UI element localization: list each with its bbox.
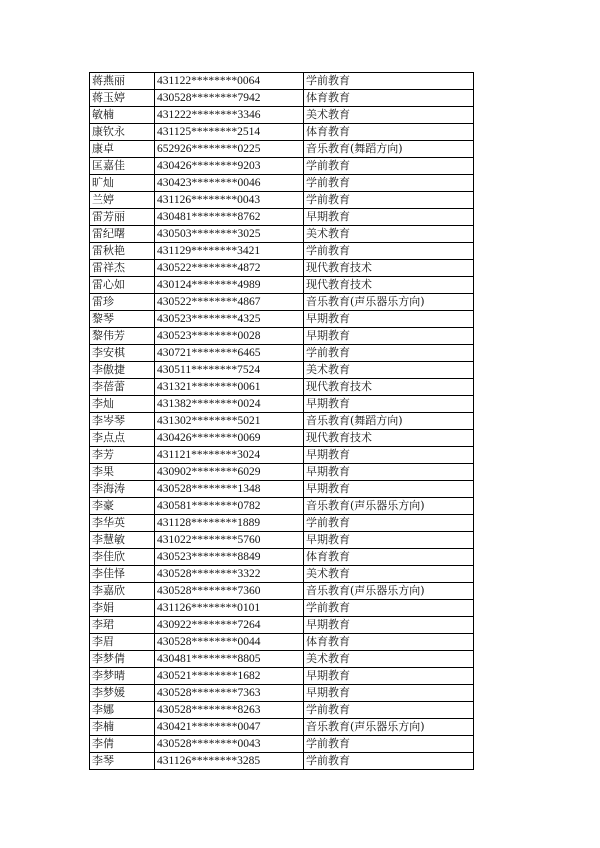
id-number-cell: 430902********6029 [155,464,304,481]
id-number-cell: 430528********8263 [155,702,304,719]
table-row [90,685,474,702]
table-row [90,192,474,209]
id-number-cell: 430721********6465 [155,345,304,362]
major-cell: 美术教育 [304,107,474,124]
table-row [90,651,474,668]
student-name-cell: 李豪 [90,498,155,515]
major-cell: 早期教育 [304,311,474,328]
table-row [90,498,474,515]
table-row [90,260,474,277]
table-row [90,532,474,549]
id-number-cell: 430523********8849 [155,549,304,566]
major-cell: 早期教育 [304,396,474,413]
student-name-cell: 李眉 [90,634,155,651]
major-cell: 现代教育技术 [304,379,474,396]
major-cell: 美术教育 [304,651,474,668]
table-row [90,311,474,328]
id-number-cell: 430528********7360 [155,583,304,600]
table-row [90,668,474,685]
table-row [90,413,474,430]
major-cell: 美术教育 [304,362,474,379]
major-cell: 学前教育 [304,600,474,617]
table-row [90,464,474,481]
id-number-cell: 431126********0101 [155,600,304,617]
id-number-cell: 430528********7942 [155,90,304,107]
id-number-cell: 430481********8762 [155,209,304,226]
table-row [90,549,474,566]
table-body [90,73,474,770]
student-name-cell: 蒋玉婷 [90,90,155,107]
student-name-cell: 李嘉欣 [90,583,155,600]
table-row [90,600,474,617]
id-number-cell: 430522********4872 [155,260,304,277]
major-cell: 现代教育技术 [304,430,474,447]
id-number-cell: 430124********4989 [155,277,304,294]
major-cell: 早期教育 [304,209,474,226]
table-row [90,736,474,753]
major-cell: 学前教育 [304,243,474,260]
table-row [90,124,474,141]
student-name-cell: 李倩 [90,736,155,753]
major-cell: 学前教育 [304,73,474,90]
major-cell: 早期教育 [304,447,474,464]
id-number-cell: 431121********3024 [155,447,304,464]
table-row [90,702,474,719]
table-row [90,328,474,345]
id-number-cell: 430522********4867 [155,294,304,311]
id-number-cell: 431122********0064 [155,73,304,90]
student-name-cell: 黎伟芳 [90,328,155,345]
major-cell: 学前教育 [304,192,474,209]
table-row [90,753,474,770]
major-cell: 早期教育 [304,532,474,549]
table-row [90,345,474,362]
table-row [90,226,474,243]
student-name-cell: 雷芳丽 [90,209,155,226]
major-cell: 现代教育技术 [304,277,474,294]
id-number-cell: 430528********3322 [155,566,304,583]
id-number-cell: 431126********3285 [155,753,304,770]
table-row [90,481,474,498]
major-cell: 体育教育 [304,90,474,107]
student-name-cell: 匡嘉佳 [90,158,155,175]
student-name-cell: 李琴 [90,753,155,770]
major-cell: 早期教育 [304,481,474,498]
major-cell: 学前教育 [304,175,474,192]
student-name-cell: 李楠 [90,719,155,736]
student-name-cell: 李芳 [90,447,155,464]
table-row [90,90,474,107]
major-cell: 学前教育 [304,702,474,719]
table-row [90,379,474,396]
id-number-cell: 431126********0043 [155,192,304,209]
table-row [90,158,474,175]
id-number-cell: 430426********0069 [155,430,304,447]
table-row [90,141,474,158]
student-name-cell: 李果 [90,464,155,481]
major-cell: 体育教育 [304,124,474,141]
id-number-cell: 430581********0782 [155,498,304,515]
student-name-cell: 李娟 [90,600,155,617]
id-number-cell: 431382********0024 [155,396,304,413]
student-name-cell: 黎琴 [90,311,155,328]
major-cell: 学前教育 [304,158,474,175]
major-cell: 音乐教育(舞蹈方向) [304,413,474,430]
major-cell: 音乐教育(舞蹈方向) [304,141,474,158]
id-number-cell: 431022********5760 [155,532,304,549]
major-cell: 音乐教育(声乐器乐方向) [304,719,474,736]
table-row [90,566,474,583]
id-number-cell: 431302********5021 [155,413,304,430]
student-name-cell: 康钦永 [90,124,155,141]
student-name-cell: 蒋燕丽 [90,73,155,90]
id-number-cell: 430421********0047 [155,719,304,736]
id-number-cell: 430523********4325 [155,311,304,328]
student-name-cell: 李华英 [90,515,155,532]
student-name-cell: 雷祥杰 [90,260,155,277]
id-number-cell: 430503********3025 [155,226,304,243]
id-number-cell: 431129********3421 [155,243,304,260]
major-cell: 早期教育 [304,668,474,685]
id-number-cell: 430922********7264 [155,617,304,634]
id-number-cell: 430481********8805 [155,651,304,668]
major-cell: 早期教育 [304,464,474,481]
student-name-cell: 李娜 [90,702,155,719]
table-row [90,277,474,294]
table-row [90,73,474,90]
student-name-cell: 雷秋艳 [90,243,155,260]
major-cell: 音乐教育(声乐器乐方向) [304,294,474,311]
student-name-cell: 李梦晴 [90,668,155,685]
major-cell: 体育教育 [304,549,474,566]
student-name-cell: 兰婷 [90,192,155,209]
student-name-cell: 李灿 [90,396,155,413]
major-cell: 音乐教育(声乐器乐方向) [304,498,474,515]
id-number-cell: 430511********7524 [155,362,304,379]
student-list-table [89,72,474,770]
major-cell: 音乐教育(声乐器乐方向) [304,583,474,600]
table-row [90,209,474,226]
student-name-cell: 李梦倩 [90,651,155,668]
student-name-cell: 敏楠 [90,107,155,124]
major-cell: 早期教育 [304,685,474,702]
table-row [90,430,474,447]
table-row [90,294,474,311]
id-number-cell: 431222********3346 [155,107,304,124]
student-name-cell: 李安棋 [90,345,155,362]
student-name-cell: 李佳怿 [90,566,155,583]
table-row [90,362,474,379]
student-name-cell: 李慧敏 [90,532,155,549]
major-cell: 美术教育 [304,566,474,583]
table-row [90,515,474,532]
major-cell: 学前教育 [304,753,474,770]
student-name-cell: 康卓 [90,141,155,158]
id-number-cell: 430528********7363 [155,685,304,702]
student-name-cell: 雷珍 [90,294,155,311]
major-cell: 早期教育 [304,617,474,634]
table-row [90,634,474,651]
id-number-cell: 431128********1889 [155,515,304,532]
student-name-cell: 李佳欣 [90,549,155,566]
id-number-cell: 430523********0028 [155,328,304,345]
id-number-cell: 430528********1348 [155,481,304,498]
table-row [90,107,474,124]
major-cell: 美术教育 [304,226,474,243]
table-row [90,396,474,413]
major-cell: 早期教育 [304,328,474,345]
id-number-cell: 652926********0225 [155,141,304,158]
table-row [90,719,474,736]
major-cell: 体育教育 [304,634,474,651]
student-name-cell: 李岑琴 [90,413,155,430]
id-number-cell: 430528********0043 [155,736,304,753]
student-name-cell: 雷纪曙 [90,226,155,243]
student-name-cell: 李蓓蕾 [90,379,155,396]
id-number-cell: 430423********0046 [155,175,304,192]
major-cell: 学前教育 [304,345,474,362]
table-row [90,617,474,634]
student-name-cell: 李梦媛 [90,685,155,702]
id-number-cell: 430521********1682 [155,668,304,685]
student-name-cell: 旷灿 [90,175,155,192]
major-cell: 学前教育 [304,736,474,753]
table-row [90,175,474,192]
major-cell: 现代教育技术 [304,260,474,277]
id-number-cell: 430426********9203 [155,158,304,175]
id-number-cell: 431125********2514 [155,124,304,141]
table-row [90,583,474,600]
id-number-cell: 431321********0061 [155,379,304,396]
student-name-cell: 李海涛 [90,481,155,498]
student-name-cell: 李傲捷 [90,362,155,379]
student-name-cell: 雷心如 [90,277,155,294]
student-name-cell: 李珺 [90,617,155,634]
table-row [90,447,474,464]
student-name-cell: 李点点 [90,430,155,447]
major-cell: 学前教育 [304,515,474,532]
id-number-cell: 430528********0044 [155,634,304,651]
table-row [90,243,474,260]
